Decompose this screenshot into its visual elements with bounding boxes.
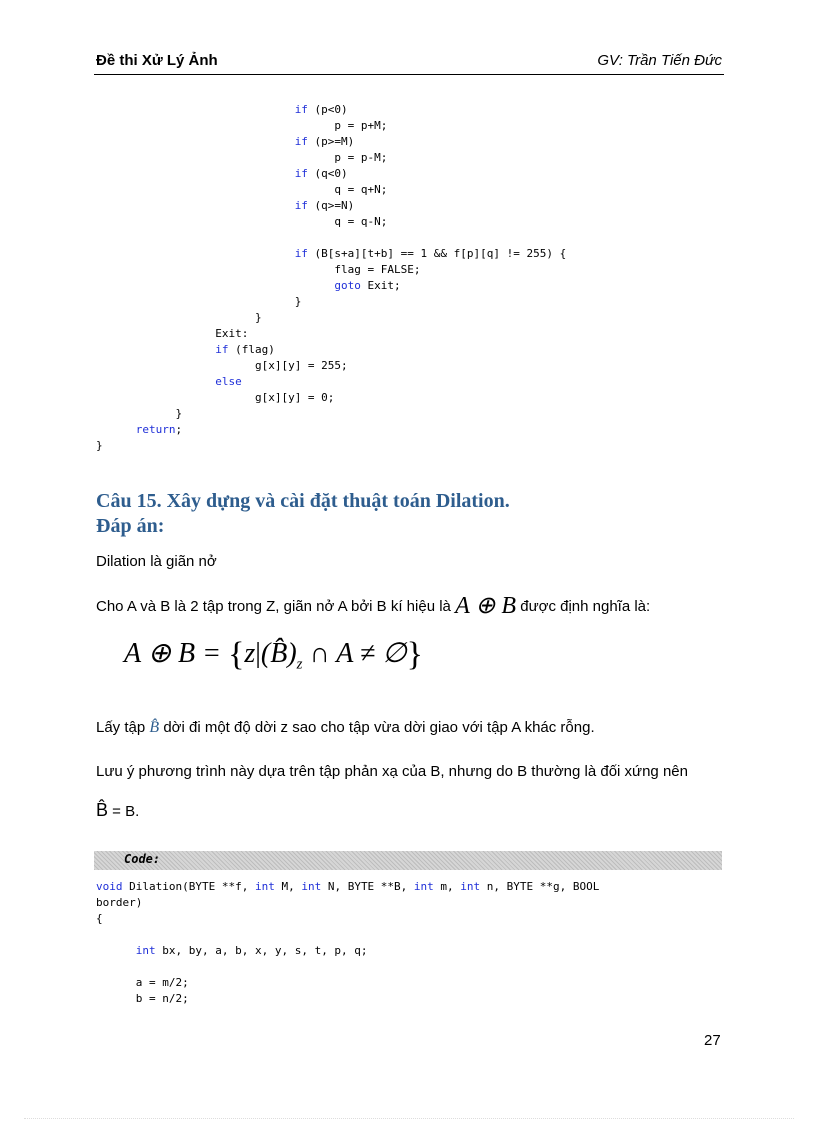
bhat-symbol: B̂ (149, 719, 160, 736)
code-line (96, 944, 368, 957)
code-token: Exit: (215, 327, 249, 340)
code-token: N, BYTE **B, (321, 880, 414, 893)
code-keyword: if (215, 343, 229, 356)
code-token: M, (274, 880, 302, 893)
answer-label: Đáp án: (96, 515, 165, 537)
paragraph-symmetry (96, 800, 139, 822)
code-token: flag = FALSE; (334, 263, 421, 276)
paragraph-note: Lưu ý phương trình này dựa trên tập phản xạ của B, nhưng do B thường là đối xứng nên (96, 763, 688, 780)
code-token: border) (96, 896, 143, 909)
paragraph-definition: Dilation là giãn nở (96, 553, 217, 570)
code-line (96, 992, 189, 1005)
code-line (96, 976, 189, 989)
code-keyword: int (254, 880, 275, 893)
code-token: q = q+N; (334, 183, 388, 196)
code-token: Dilation(BYTE **f, (122, 880, 255, 893)
formula-bar: | (255, 638, 261, 669)
code-line (96, 423, 182, 436)
code-keyword: int (301, 880, 322, 893)
code-token: m, (433, 880, 461, 893)
code-line (96, 247, 566, 260)
notation-text-before: Cho A và B là 2 tập trong Z, giãn nở A bởi B kí hiệu là (96, 598, 456, 615)
code-token: g[x][y] = 255; (254, 359, 348, 372)
code-token: bx, by, a, b, x, y, s, t, p, q; (155, 944, 368, 957)
code-line (96, 279, 401, 292)
formula-bhat: (B̂) (260, 638, 297, 669)
code-token: (flag) (228, 343, 275, 356)
symmetry-text: = B. (108, 803, 140, 820)
page-number: 27 (704, 1032, 721, 1049)
code-token: p = p+M; (334, 119, 388, 132)
code-line (96, 439, 103, 452)
code-line (96, 896, 142, 909)
shift-text-after: dời đi một độ dời z sao cho tập vừa dời giao với tập A khác rỗng. (159, 719, 595, 736)
code-keyword: return (135, 423, 176, 436)
code-token: } (175, 407, 183, 420)
formula-subscript: z (296, 656, 303, 673)
formula-close-brace: } (406, 636, 423, 673)
code-token: a = m/2; (135, 976, 189, 989)
paragraph-shift (96, 718, 595, 738)
code-line (96, 912, 103, 925)
code-keyword: void (96, 880, 123, 893)
formula-open-brace: { (228, 636, 245, 673)
code-line (96, 263, 421, 276)
header-author: GV: Trần Tiến Đức (597, 52, 722, 69)
question-title: Câu 15. Xây dựng và cài đặt thuật toán Dilation. (96, 490, 510, 512)
code-line (96, 407, 182, 420)
code-line (96, 119, 387, 132)
page-bottom-divider (24, 1118, 794, 1119)
bhat-symbol-large: B̂ (96, 800, 109, 820)
code-bar-label: Code: (124, 852, 161, 866)
notation-symbol: A ⊕ B (455, 593, 517, 619)
code-keyword: int (135, 944, 156, 957)
code-token: (q<0) (307, 167, 348, 180)
code-line (96, 215, 387, 228)
code-keyword: if (294, 199, 308, 212)
formula-rest: ∩ A ≠ ∅ (302, 638, 407, 669)
code-keyword: if (294, 247, 308, 260)
code-token: } (254, 311, 262, 324)
code-token: { (96, 912, 103, 925)
code-keyword: if (294, 167, 308, 180)
code-line (96, 391, 334, 404)
code-token: } (294, 295, 302, 308)
formula-lhs: A ⊕ B = (124, 638, 229, 669)
code-token: (p<0) (307, 103, 348, 116)
code-token: Exit; (360, 279, 401, 292)
code-line (96, 295, 301, 308)
code-token: } (96, 439, 103, 452)
code-keyword: int (413, 880, 434, 893)
code-line (96, 311, 262, 324)
code-token: b = n/2; (135, 992, 189, 1005)
code-token: g[x][y] = 0; (254, 391, 335, 404)
code-line (96, 375, 242, 388)
code-line (96, 151, 387, 164)
shift-text-before: Lấy tập (96, 719, 150, 736)
code-block-top (96, 102, 566, 454)
code-line (96, 183, 387, 196)
code-token: (q>=N) (307, 199, 355, 212)
dilation-formula (124, 636, 423, 674)
code-line (96, 343, 275, 356)
code-token: p = p-M; (334, 151, 388, 164)
notation-text-after: được định nghĩa là: (516, 598, 651, 615)
code-line (96, 167, 348, 180)
code-keyword: if (294, 135, 308, 148)
code-keyword: else (215, 375, 242, 388)
code-keyword: int (460, 880, 481, 893)
formula-z: z (244, 638, 256, 669)
code-line (96, 880, 599, 893)
code-section-bar (94, 851, 722, 870)
page-header (94, 50, 724, 75)
code-keyword: if (294, 103, 308, 116)
code-token: ; (175, 423, 183, 436)
code-token: (p>=M) (307, 135, 355, 148)
code-block-dilation (96, 879, 599, 1007)
header-title: Đề thi Xử Lý Ảnh (96, 52, 218, 69)
paragraph-notation (96, 593, 651, 619)
code-token: n, BYTE **g, BOOL (480, 880, 600, 893)
code-line (96, 135, 354, 148)
code-token: (B[s+a][t+b] == 1 && f[p][q] != 255) { (307, 247, 567, 260)
code-line (96, 359, 348, 372)
code-line (96, 199, 354, 212)
code-keyword: goto (334, 279, 361, 292)
code-line (96, 327, 248, 340)
code-line (96, 103, 348, 116)
code-token: q = q-N; (334, 215, 388, 228)
